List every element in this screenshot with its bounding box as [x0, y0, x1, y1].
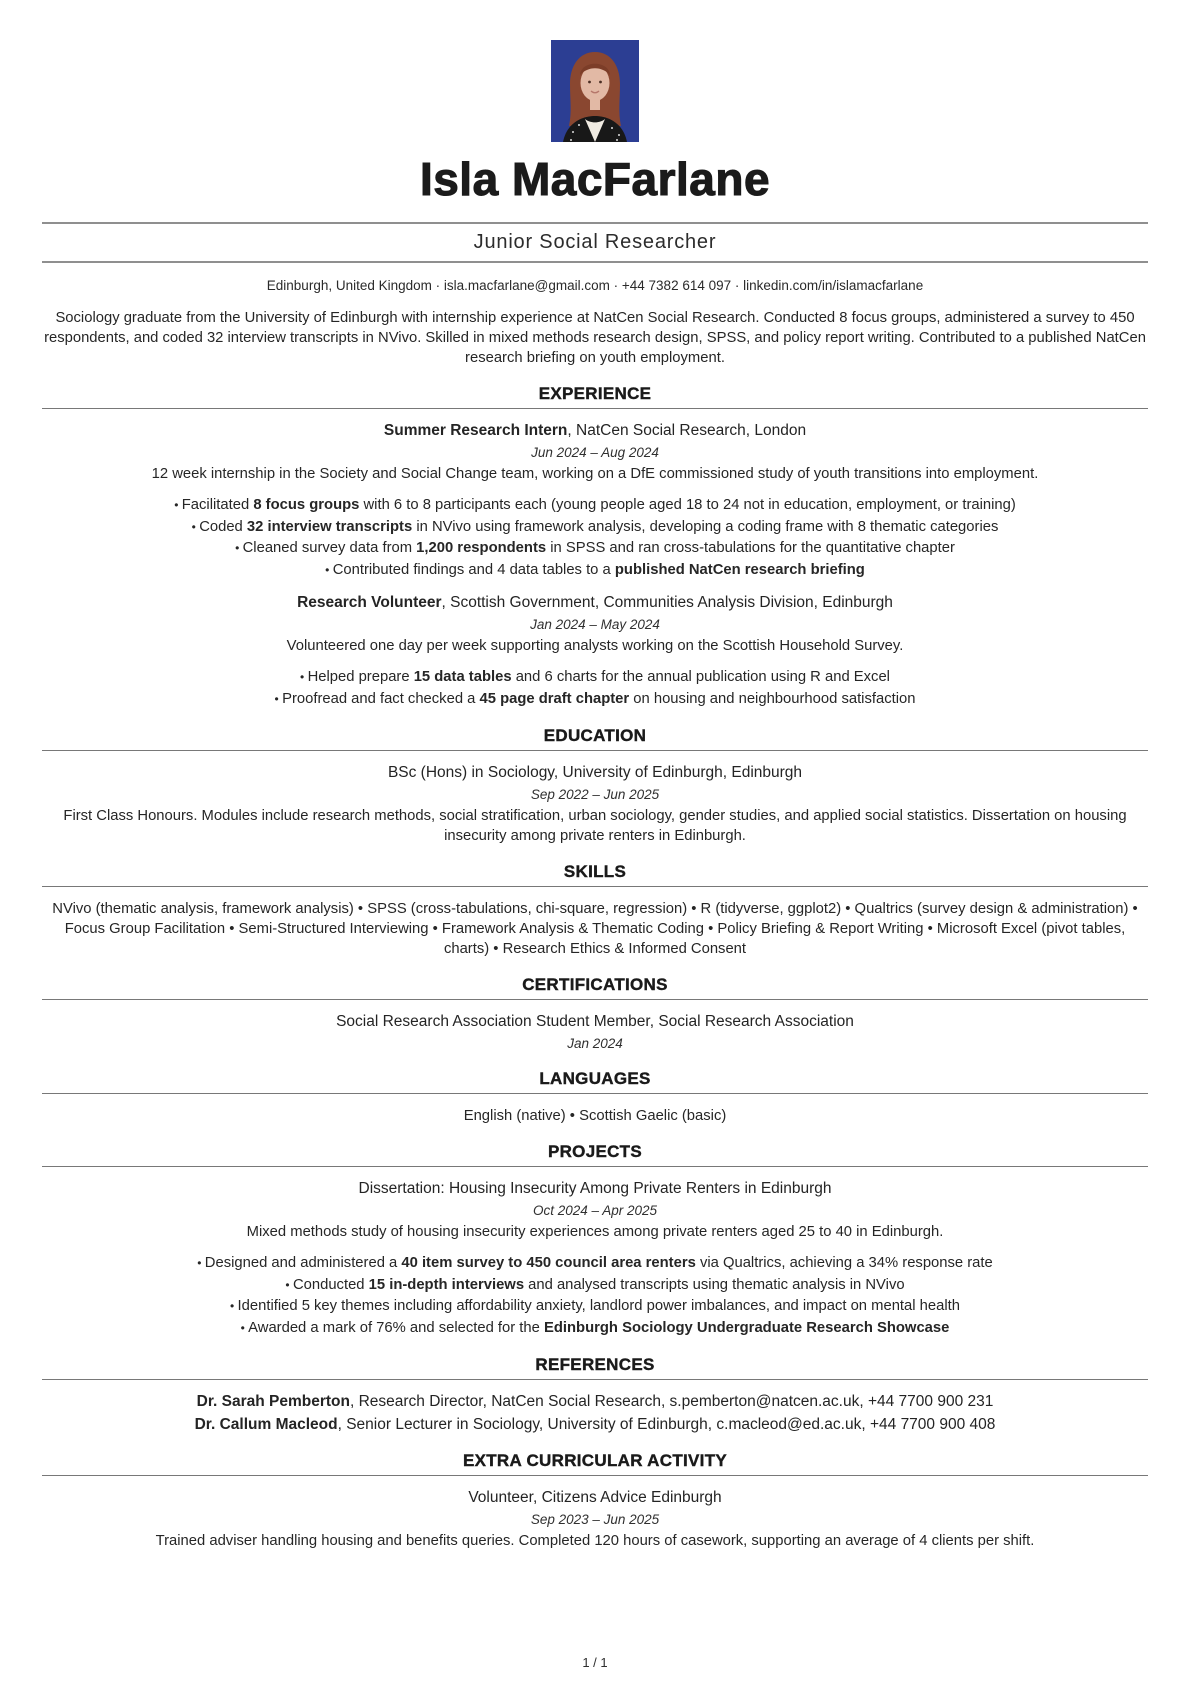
entry — [42, 1392, 1148, 1412]
section-heading: EXTRA CURRICULAR ACTIVITY — [462, 1451, 728, 1470]
bold-text: published NatCen research briefing — [614, 561, 865, 578]
bullet-item — [42, 1318, 1148, 1340]
bold-text: Edinburgh Sociology Undergraduate Research Showcase — [544, 1319, 950, 1336]
profile-photo — [551, 40, 639, 142]
bullet-item — [42, 667, 1148, 689]
bold-text: 8 focus groups — [253, 497, 360, 513]
bold-text: 15 in-depth interviews — [368, 1276, 525, 1293]
entry — [42, 1179, 1148, 1339]
bullet-dot-icon: • — [325, 562, 333, 577]
bullet-dot-icon: • — [191, 519, 200, 534]
entry — [42, 763, 1148, 846]
bold-text: 45 page draft chapter — [479, 690, 630, 707]
entry-description: Trained adviser handling housing and benefits queries. Completed 120 hours of casework, supporting an average of 4 clients per shift. — [155, 1533, 1035, 1549]
section-languages — [42, 1068, 1148, 1126]
entry-description: NVivo (thematic analysis, framework analysis) • SPSS (cross-tabulations, chi-square, regression) • R (tidyverse, ggplot2) • Qualtrics (survey design & administration) • Focus Group Facilitation • Semi-Structured Interviewing • Framework Analysis & Thematic Coding • Policy Briefing & Report Writing • Microsoft Excel (pivot tables, charts) • Research Ethics & Informed Consent — [52, 901, 1138, 957]
entry-date: Jun 2024 – Aug 2024 — [531, 445, 659, 460]
text: Coded — [199, 518, 247, 535]
text: Volunteer, Citizens Advice Edinburgh — [468, 1489, 722, 1506]
text: , NatCen Social Research, London — [567, 422, 807, 439]
bullet-dot-icon: • — [174, 498, 182, 512]
bullet-item — [42, 495, 1148, 517]
bullet-item — [42, 1296, 1148, 1318]
text: , Scottish Government, Communities Analysis Division, Edinburgh — [441, 594, 893, 611]
sections — [42, 383, 1148, 1551]
text: BSc (Hons) in Sociology, University of Edinburgh, Edinburgh — [387, 764, 803, 781]
bullet-item — [42, 560, 1148, 582]
entry — [42, 421, 1148, 581]
text: Dissertation: Housing Insecurity Among Private Renters in Edinburgh — [358, 1180, 832, 1197]
job-title-band — [42, 222, 1148, 263]
section-heading: SKILLS — [563, 862, 627, 881]
candidate-name: Isla MacFarlane — [419, 153, 771, 205]
entry — [42, 1488, 1148, 1551]
bullet-list — [42, 667, 1148, 710]
bold-text: 15 data tables — [413, 669, 512, 685]
section-heading: PROJECTS — [547, 1142, 643, 1161]
text: on housing and neighbourhood satisfaction — [629, 690, 916, 707]
text: Awarded a mark of 76% and selected for the — [248, 1319, 544, 1336]
bullet-dot-icon: • — [274, 691, 283, 706]
text: Conducted — [292, 1276, 369, 1293]
bold-text: 1,200 respondents — [416, 540, 547, 556]
bullet-item — [42, 517, 1148, 539]
section-heading: LANGUAGES — [539, 1069, 651, 1088]
section-heading: EXPERIENCE — [538, 384, 652, 403]
section-divider — [42, 750, 1148, 751]
entry-title — [42, 1415, 1148, 1435]
bold-text: Dr. Sarah Pemberton — [196, 1393, 350, 1410]
section-experience — [42, 383, 1148, 710]
text: with 6 to 8 participants each (young people aged 18 to 24 not in education, employment, or training) — [359, 497, 1016, 513]
section-projects — [42, 1141, 1148, 1339]
section-divider — [42, 999, 1148, 1000]
entry-title — [42, 1488, 1148, 1508]
bullet-item — [42, 538, 1148, 560]
contact-line: Edinburgh, United Kingdom · isla.macfarlane@gmail.com · +44 7382 614 097 · linkedin.com/in/islamacfarlane — [266, 278, 924, 293]
section-education — [42, 725, 1148, 846]
section-skills — [42, 861, 1148, 959]
section-heading: REFERENCES — [535, 1355, 655, 1374]
text: Contributed findings and 4 data tables to a — [332, 561, 615, 578]
text: Proofread and fact checked a — [282, 690, 480, 707]
entry-description: English (native) • Scottish Gaelic (basic) — [463, 1108, 727, 1124]
text: Designed and administered a — [204, 1255, 402, 1271]
photo-eye-left — [588, 81, 591, 84]
entry-description: First Class Honours. Modules include research methods, social stratification, urban sociology, gender studies, and applied social statistics. Dissertation on housing insecurity among private renters in Edinburgh. — [63, 808, 1127, 844]
bold-text: Dr. Callum Macleod — [194, 1416, 338, 1433]
section-divider — [42, 1475, 1148, 1476]
section-heading: CERTIFICATIONS — [522, 975, 668, 994]
bold-text: 32 interview transcripts — [246, 518, 413, 535]
bullet-dot-icon: • — [229, 1299, 238, 1313]
entry-date: Jan 2024 – May 2024 — [530, 617, 660, 632]
entry — [42, 1106, 1148, 1126]
section-divider — [42, 408, 1148, 409]
text: Facilitated — [181, 497, 254, 513]
section-divider — [42, 886, 1148, 887]
entry-title — [42, 1179, 1148, 1199]
entry-description: Volunteered one day per week supporting analysts working on the Scottish Household Survey. — [286, 638, 904, 654]
section-divider — [42, 1166, 1148, 1167]
text: in NVivo using framework analysis, developing a coding frame with 8 thematic categories — [412, 518, 999, 535]
bold-text: Summer Research Intern — [383, 422, 568, 439]
entry-date: Jan 2024 — [567, 1036, 623, 1051]
section-references — [42, 1354, 1148, 1435]
section-extra_curricular — [42, 1450, 1148, 1551]
entry-description: 12 week internship in the Society and Social Change team, working on a DfE commissioned study of youth transitions into employment. — [151, 466, 1039, 482]
bullet-list — [42, 1253, 1148, 1339]
text: Helped prepare — [307, 669, 414, 685]
photo-eye-right — [599, 81, 602, 84]
text: , Senior Lecturer in Sociology, University of Edinburgh, c.macleod@ed.ac.uk, +44 7700 900 408 — [337, 1416, 996, 1433]
text: and 6 charts for the annual publication using R and Excel — [511, 669, 890, 685]
section-divider — [42, 1093, 1148, 1094]
bullet-item — [42, 689, 1148, 711]
job-title: Junior Social Researcher — [473, 231, 717, 253]
page-number: 1 / 1 — [582, 1655, 608, 1670]
bullet-dot-icon: • — [235, 541, 243, 555]
section-certifications — [42, 974, 1148, 1053]
bullet-dot-icon: • — [240, 1320, 249, 1335]
text: via Qualtrics, achieving a 34% response rate — [695, 1255, 993, 1271]
bullet-list — [42, 495, 1148, 581]
text: Identified 5 key themes including affordability anxiety, landlord power imbalances, and impact on mental health — [237, 1298, 960, 1314]
bold-text: 40 item survey to 450 council area renters — [401, 1255, 696, 1271]
entry-title — [42, 421, 1148, 441]
text: Cleaned survey data from — [242, 540, 417, 556]
entry-title — [42, 1392, 1148, 1412]
text: and analysed transcripts using thematic analysis in NVivo — [524, 1276, 905, 1293]
bullet-dot-icon: • — [197, 1256, 205, 1270]
entry-title — [42, 1012, 1148, 1032]
entry-description: Mixed methods study of housing insecurity experiences among private renters aged 25 to 40 in Edinburgh. — [246, 1224, 944, 1240]
bullet-dot-icon: • — [285, 1277, 293, 1292]
entry-date: Oct 2024 – Apr 2025 — [532, 1203, 658, 1218]
text: in SPSS and ran cross-tabulations for the quantitative chapter — [546, 540, 955, 556]
bullet-dot-icon: • — [300, 670, 308, 684]
section-divider — [42, 1379, 1148, 1380]
entry — [42, 899, 1148, 959]
summary-text: Sociology graduate from the University of Edinburgh with internship experience at NatCen Social Research. Conducted 8 focus groups, administered a survey to 450 respondents, and coded 32 interview transcripts in NVivo. Skilled in mixed methods research design, SPSS, and policy report writing. Contributed to a published NatCen research briefing on youth employment. — [44, 310, 1146, 366]
entry-title — [42, 593, 1148, 613]
entry-title — [42, 763, 1148, 783]
bullet-item — [42, 1253, 1148, 1275]
entry — [42, 593, 1148, 710]
entry-date: Sep 2023 – Jun 2025 — [530, 1512, 660, 1527]
entry — [42, 1415, 1148, 1435]
section-heading: EDUCATION — [543, 726, 647, 745]
entry-date: Sep 2022 – Jun 2025 — [530, 787, 660, 802]
text: , Research Director, NatCen Social Research, s.pemberton@natcen.ac.uk, +44 7700 900 231 — [349, 1393, 994, 1410]
entry — [42, 1012, 1148, 1053]
bold-text: Research Volunteer — [297, 594, 442, 611]
text: Social Research Association Student Member, Social Research Association — [336, 1013, 854, 1030]
bullet-item — [42, 1275, 1148, 1297]
